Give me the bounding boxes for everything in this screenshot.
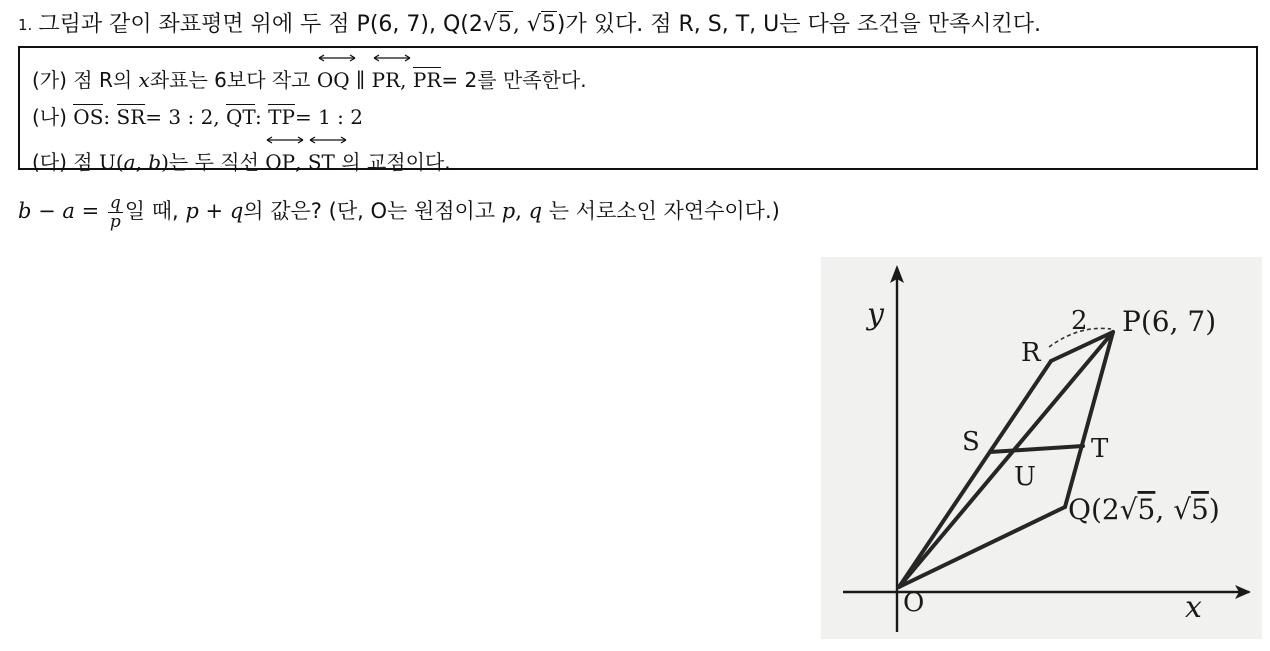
sqrt-five-2: √5 [526, 12, 556, 37]
condition-da-end: 의 교점이다. [341, 150, 451, 174]
b-variable: b [148, 150, 162, 174]
x-variable: x [138, 68, 150, 92]
p-variable: p [185, 199, 199, 223]
coordinate-figure [821, 257, 1262, 639]
segment-qt: QT [226, 105, 256, 129]
point-r-text: R의 [98, 68, 133, 92]
point-u-text: U( [98, 150, 124, 174]
segment-s-t [990, 446, 1083, 452]
q-variable: q [229, 199, 244, 223]
q-variable: q [528, 199, 543, 223]
point-r-label: R [1021, 338, 1041, 368]
y-axis-label: y [867, 297, 884, 332]
ask-text-b: 의 값은? (단, O는 원점이고 [243, 199, 496, 223]
comma: , [515, 199, 522, 223]
close-paren: ) [161, 150, 169, 174]
segment-o-p [899, 332, 1113, 587]
conditions-box [18, 46, 1258, 174]
condition-ga [32, 54, 1244, 99]
fraction-q-over-p [108, 194, 123, 231]
comma: , [400, 68, 407, 92]
condition-da-mid: 는 두 직선 [168, 150, 259, 174]
ratio-value-1: = 3 : 2, [145, 105, 220, 129]
p-variable: p [501, 199, 516, 223]
equals-sign: = [74, 199, 106, 223]
minus-sign: − [31, 199, 63, 223]
condition-ga-end: = 2를 만족한다. [441, 68, 587, 92]
condition-da-label: (다) 점 [32, 150, 93, 174]
line-st: ST [308, 136, 335, 181]
question-title [18, 10, 1258, 40]
segment-os: OS [73, 105, 104, 129]
question-ask [18, 194, 1258, 231]
ask-text-c: 는 서로소인 자연수이다.) [548, 199, 780, 223]
ask-text-a: 일 때, [124, 199, 179, 223]
b-variable: b [18, 199, 32, 223]
point-s-label: S [962, 427, 980, 457]
fraction-denominator: p [109, 212, 121, 232]
segment-pr: PR [412, 68, 442, 92]
a-variable: a [62, 199, 75, 223]
segment-tp: TP [268, 105, 295, 129]
point-u-label: U [1014, 462, 1036, 492]
title-part-a: 그림과 같이 좌표평면 위에 두 점 P(6, 7), Q(2 [38, 12, 483, 37]
condition-na-label: (나) [32, 105, 67, 129]
ratio-colon: : [103, 105, 111, 129]
comma: , [135, 150, 142, 174]
comma: , [295, 150, 302, 174]
figure-svg [821, 257, 1262, 639]
parallel-symbol: ∥ [356, 68, 366, 92]
condition-ga-mid: 좌표는 6보다 작고 [149, 68, 311, 92]
title-part-b: , [512, 12, 527, 37]
line-pr: PR [372, 54, 401, 99]
condition-na [32, 99, 1244, 136]
condition-ga-label: (가) 점 [32, 68, 93, 92]
line-oq: OQ [317, 54, 350, 99]
fraction-numerator: q [109, 193, 121, 213]
segment-sr: SR [116, 105, 146, 129]
origin-label: O [903, 588, 925, 618]
title-part-c: )가 있다. 점 R, S, T, U는 다음 조건을 만족시킨다. [556, 12, 1041, 37]
x-axis-label: x [1185, 590, 1202, 625]
distance-two-label: 2 [1071, 306, 1088, 336]
ratio-colon: : [255, 105, 262, 129]
a-variable: a [123, 150, 136, 174]
point-t-label: T [1091, 434, 1109, 464]
segment-r-p [1051, 332, 1113, 361]
condition-da [32, 136, 1244, 181]
point-p-label: P(6, 7) [1122, 305, 1217, 338]
ratio-value-2: = 1 : 2 [294, 105, 363, 129]
line-op: OP [265, 136, 295, 181]
plus-sign: + [198, 199, 230, 223]
point-q-label: Q(2√5, √5) [1068, 493, 1220, 526]
question-number: 1. [18, 16, 33, 34]
sqrt-five-1: √5 [482, 12, 512, 37]
